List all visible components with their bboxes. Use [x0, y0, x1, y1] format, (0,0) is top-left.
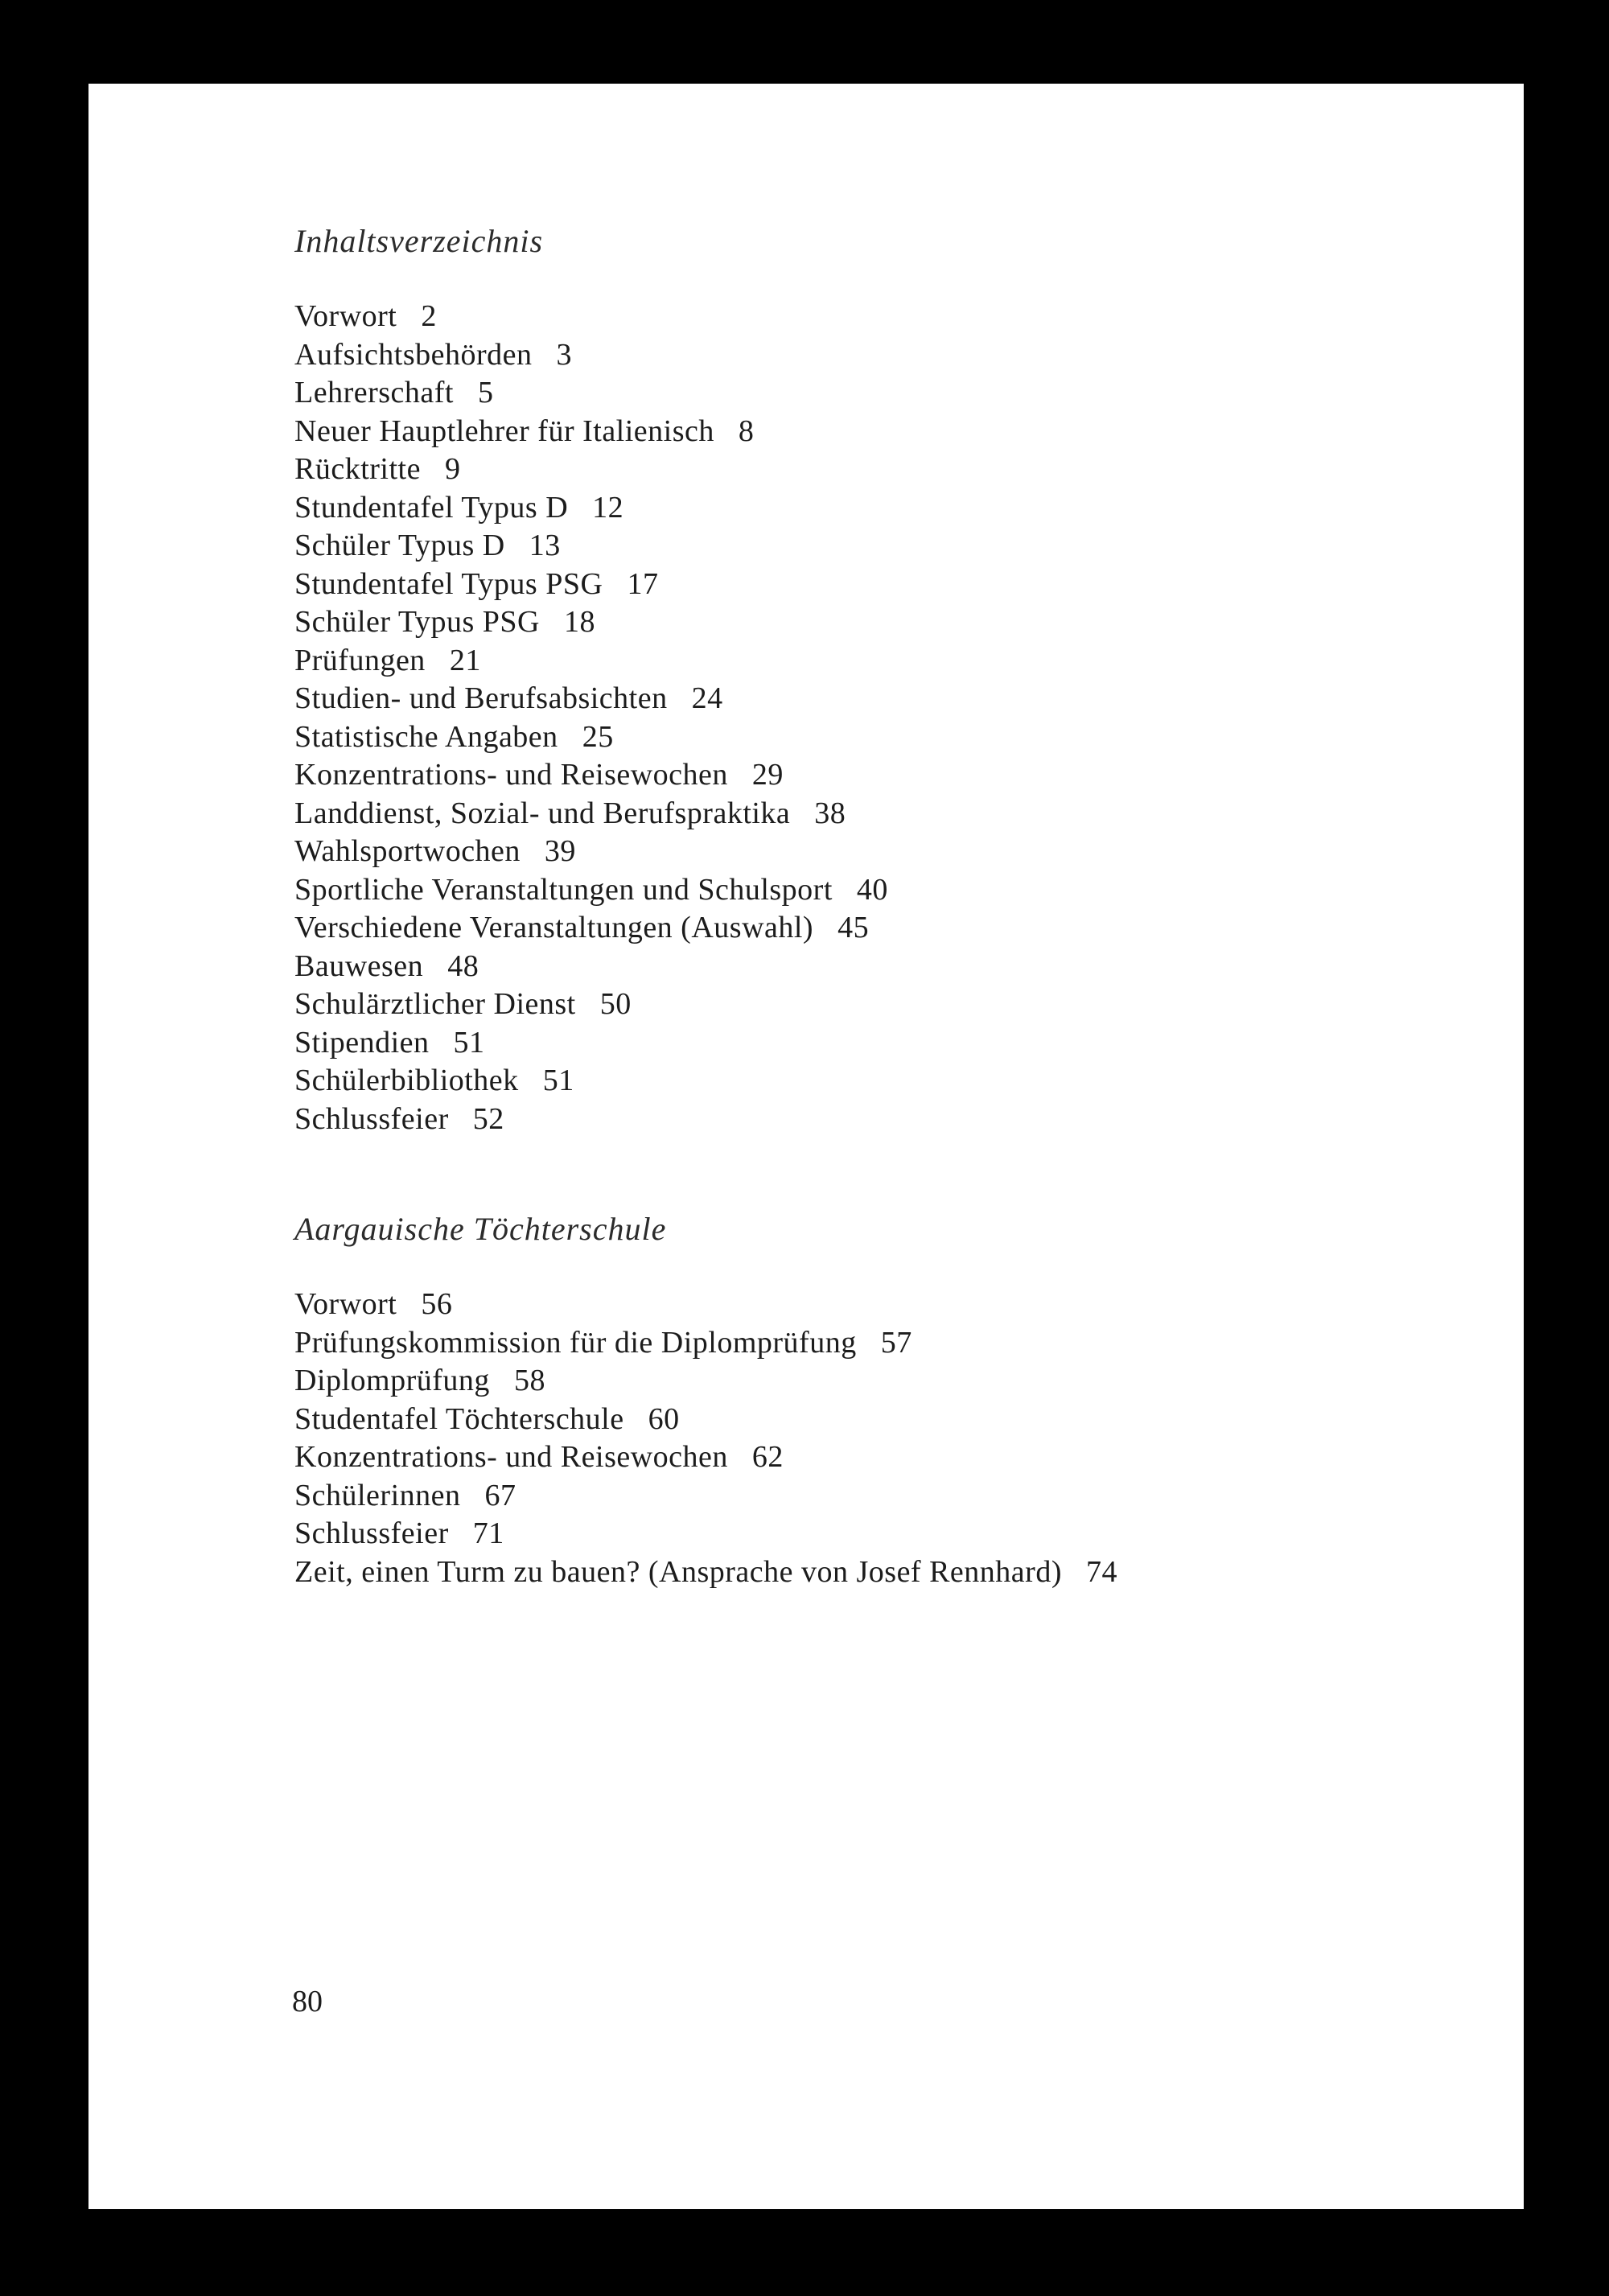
- toc-entry: [294, 413, 888, 451]
- toc-entry-page: 50: [599, 987, 632, 1021]
- toc-entry: [294, 566, 888, 604]
- toc-entry-page: 38: [814, 796, 846, 830]
- toc-entry-page: 25: [582, 719, 614, 754]
- toc-entry-page: 62: [751, 1440, 784, 1474]
- toc-entry-label: Vorwort: [294, 1287, 397, 1321]
- toc-entry-label: Vorwort: [294, 299, 397, 333]
- toc-entry: [294, 1362, 1117, 1401]
- toc-entry: [294, 336, 888, 375]
- toc-entry-label: Konzentrations- und Reisewochen: [294, 1440, 728, 1474]
- toc-entry-page: 40: [856, 872, 888, 907]
- toc-entry: [294, 642, 888, 681]
- toc-entry: [294, 1324, 1117, 1363]
- page-number: 80: [292, 1985, 323, 2018]
- toc-entry-label: Lehrerschaft: [294, 376, 454, 409]
- toc-entry: [294, 527, 888, 566]
- toc-entry-page: 39: [544, 834, 576, 868]
- toc-entry-label: Verschiedene Veranstaltungen (Auswahl): [294, 911, 814, 944]
- toc-entry-label: Schüler Typus PSG: [294, 605, 540, 639]
- toc-entry-page: 57: [880, 1325, 912, 1360]
- toc-entry: [294, 680, 888, 718]
- toc-entry: [294, 795, 888, 833]
- toc-entry: [294, 1401, 1117, 1439]
- toc-entry-label: Konzentrations- und Reisewochen: [294, 758, 728, 792]
- toc-entry-page: 60: [648, 1401, 680, 1436]
- toc-entry-page: 74: [1085, 1554, 1117, 1589]
- toc-entry-label: Schlussfeier: [294, 1101, 449, 1136]
- toc-entry-page: 51: [453, 1025, 485, 1060]
- toc-entry-page: 56: [421, 1287, 453, 1321]
- toc-entry-label: Schülerinnen: [294, 1478, 461, 1512]
- toc-entry: [294, 1062, 888, 1101]
- toc-entry-page: 67: [484, 1478, 516, 1512]
- toc-entry-page: 52: [472, 1101, 504, 1136]
- toc-entry: [294, 1438, 1117, 1477]
- toc-entry: [294, 985, 888, 1024]
- toc-entry: [294, 1477, 1117, 1516]
- toc-entry-page: 8: [738, 414, 755, 448]
- toc-entry-label: Studien- und Berufsabsichten: [294, 681, 668, 715]
- toc-entry-label: Rücktritte: [294, 452, 421, 486]
- toc-entry: [294, 756, 888, 795]
- toc-entry: [294, 489, 888, 528]
- toc-entry: [294, 374, 888, 413]
- toc-entry-label: Schlussfeier: [294, 1516, 449, 1550]
- toc-entry-page: 5: [478, 376, 494, 409]
- toc-entry: [294, 298, 888, 336]
- toc-entry-label: Studentafel Töchterschule: [294, 1401, 624, 1436]
- toc-entry-label: Prüfungskommission für die Diplomprüfung: [294, 1325, 857, 1360]
- toc-entry-page: 2: [421, 299, 437, 333]
- toc-entry-page: 9: [444, 452, 461, 486]
- toc-entry-label: Stundentafel Typus PSG: [294, 566, 603, 601]
- toc-entry: [294, 603, 888, 642]
- toc-entry-label: Stundentafel Typus D: [294, 490, 569, 525]
- toc-entry-page: 3: [556, 337, 573, 372]
- toc-entry-page: 29: [751, 758, 784, 792]
- section-title-inhaltsverzeichnis: Inhaltsverzeichnis: [294, 223, 544, 259]
- toc-entry: [294, 451, 888, 489]
- toc-entry: [294, 1515, 1117, 1553]
- toc-entry-page: 13: [529, 529, 561, 562]
- toc-entry-page: 48: [447, 948, 479, 983]
- toc-entry-label: Sportliche Veranstaltungen und Schulsport: [294, 872, 833, 907]
- toc-entry-label: Statistische Angaben: [294, 719, 558, 754]
- toc-entry-label: Neuer Hauptlehrer für Italienisch: [294, 414, 714, 448]
- toc-entry-page: 51: [542, 1064, 574, 1097]
- toc-entry-label: Wahlsportwochen: [294, 834, 521, 868]
- section-title-toechterschule: Aargauische Töchterschule: [294, 1211, 667, 1247]
- toc-entry-label: Schulärztlicher Dienst: [294, 987, 576, 1021]
- toc-entry-label: Landdienst, Sozial- und Berufspraktika: [294, 796, 791, 830]
- toc-entry: [294, 1024, 888, 1063]
- toc-entry: [294, 1101, 888, 1139]
- toc-entry-label: Prüfungen: [294, 643, 426, 677]
- toc-entry-label: Stipendien: [294, 1025, 430, 1060]
- toc-list-toechterschule: [294, 1286, 1117, 1591]
- toc-entry-page: 58: [513, 1364, 545, 1397]
- toc-entry-label: Bauwesen: [294, 948, 424, 983]
- toc-entry-page: 12: [592, 490, 624, 525]
- toc-entry-label: Schüler Typus D: [294, 529, 505, 562]
- toc-entry: [294, 1286, 1117, 1324]
- toc-entry: [294, 833, 888, 871]
- toc-entry-label: Diplomprüfung: [294, 1364, 490, 1397]
- toc-entry: [294, 871, 888, 910]
- toc-entry-page: 24: [691, 681, 723, 715]
- toc-entry: [294, 909, 888, 948]
- toc-entry-page: 71: [472, 1516, 504, 1550]
- toc-entry: [294, 718, 888, 757]
- toc-entry-page: 17: [627, 566, 659, 601]
- toc-entry-label: Zeit, einen Turm zu bauen? (Ansprache von Josef Rennhard): [294, 1554, 1062, 1589]
- document-page: [88, 84, 1524, 2209]
- toc-entry: [294, 948, 888, 986]
- toc-entry-label: Aufsichtsbehörden: [294, 337, 533, 372]
- toc-entry: [294, 1553, 1117, 1592]
- toc-entry-label: Schülerbibliothek: [294, 1064, 519, 1097]
- toc-entry-page: 21: [449, 643, 481, 677]
- toc-entry-page: 45: [837, 911, 870, 944]
- toc-list-main: [294, 298, 888, 1138]
- toc-entry-page: 18: [563, 605, 595, 639]
